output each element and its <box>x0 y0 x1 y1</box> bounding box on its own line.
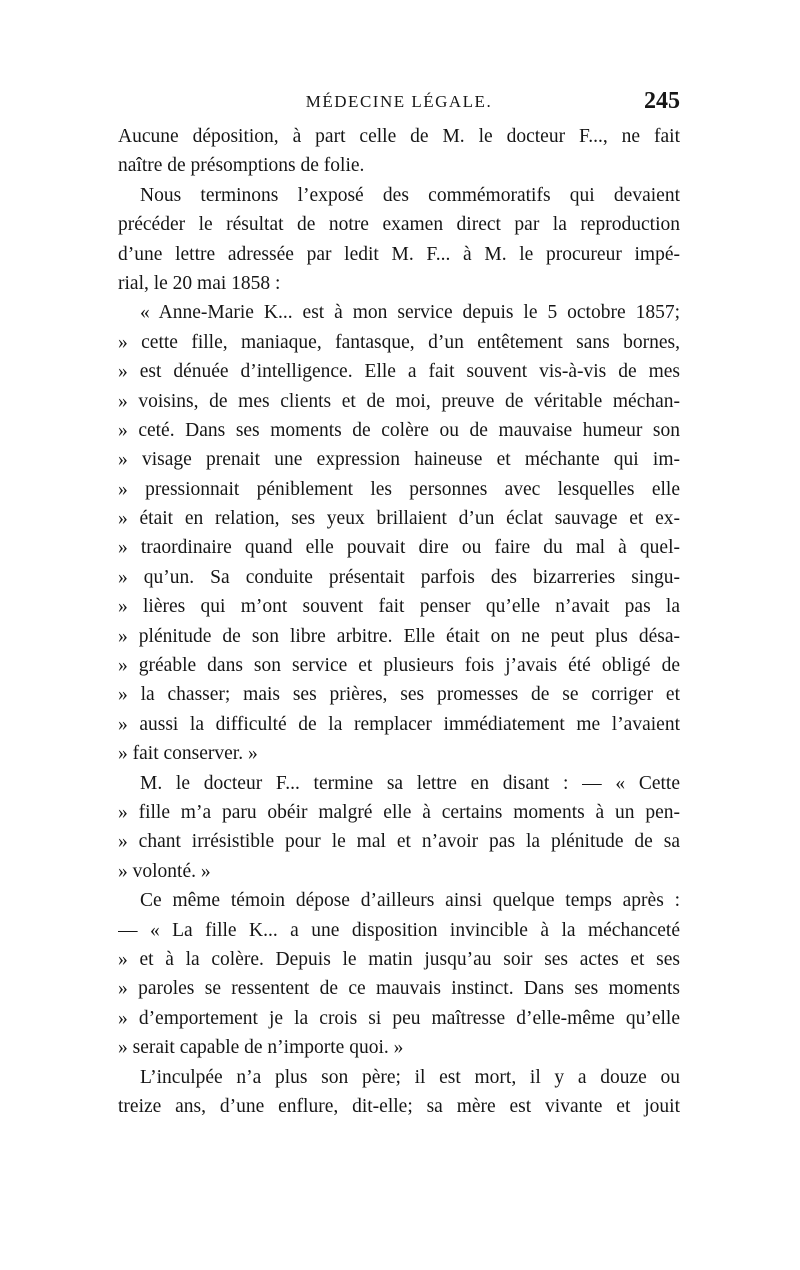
text-line: naître de présomptions de folie. <box>118 155 365 177</box>
text-line: » qu’un. Sa conduite présentait parfois des bizarreries singu- <box>118 566 680 588</box>
text-line: rial, le 20 mai 1858 : <box>118 272 281 294</box>
text-line: » lières qui m’ont souvent fait penser qu’elle n’avait pas la <box>118 596 680 618</box>
text-line: treize ans, d’une enflure, dit-elle; sa mère est vivante et jouit <box>118 1095 680 1117</box>
text-line: — « La fille K... a une disposition invincible à la méchanceté <box>118 919 680 941</box>
text-line: » pressionnait péniblement les personnes avec lesquelles elle <box>118 478 680 500</box>
text-line: » était en relation, ses yeux brillaient d’un éclat sauvage et ex- <box>118 508 680 530</box>
text-line: » plénitude de son libre arbitre. Elle était on ne peut plus désa- <box>118 625 680 647</box>
text-line: L’inculpée n’a plus son père; il est mort, il y a douze ou <box>140 1066 680 1088</box>
text-line: Nous terminons l’exposé des commémoratifs qui devaient <box>140 184 680 206</box>
text-line: » paroles se ressentent de ce mauvais instinct. Dans ses moments <box>118 978 680 1000</box>
text-line: « Anne-Marie K... est à mon service depuis le 5 octobre 1857; <box>140 302 680 324</box>
text-line: » volonté. » <box>118 860 211 882</box>
text-line: » ceté. Dans ses moments de colère ou de mauvaise humeur son <box>118 419 680 441</box>
text-line: » la chasser; mais ses prières, ses promesses de se corriger et <box>118 684 680 706</box>
text-line: » fille m’a paru obéir malgré elle à certains moments à un pen- <box>118 801 680 823</box>
text-line: Ce même témoin dépose d’ailleurs ainsi quelque temps après : <box>140 890 680 912</box>
text-line: » chant irrésistible pour le mal et n’avoir pas la plénitude de sa <box>118 831 680 853</box>
running-header <box>118 88 680 118</box>
text-line: » et à la colère. Depuis le matin jusqu’au soir ses actes et ses <box>118 948 680 970</box>
text-line: précéder le résultat de notre examen direct par la reproduction <box>118 214 680 236</box>
text-line: » aussi la difficulté de la remplacer immédiatement me l’avaient <box>118 713 680 735</box>
page-number: 245 <box>644 88 680 114</box>
text-line: M. le docteur F... termine sa lettre en disant : — « Cette <box>140 772 680 794</box>
text-line: » traordinaire quand elle pouvait dire ou faire du mal à quel- <box>118 537 680 559</box>
text-line: » visage prenait une expression haineuse et méchante qui im- <box>118 449 680 471</box>
body-text <box>118 122 680 1121</box>
text-line: » voisins, de mes clients et de moi, preuve de véritable méchan- <box>118 390 680 412</box>
running-title: MÉDECINE LÉGALE. <box>305 92 493 111</box>
text-line: » gréable dans son service et plusieurs fois j’avais été obligé de <box>118 655 680 677</box>
text-line: » fait conserver. » <box>118 743 258 765</box>
text-line: Aucune déposition, à part celle de M. le docteur F..., ne fait <box>118 126 680 147</box>
text-line: d’une lettre adressée par ledit M. F... à M. le procureur impé- <box>118 243 680 265</box>
text-line: » d’emportement je la crois si peu maîtresse d’elle-même qu’elle <box>118 1007 680 1029</box>
text-line: » est dénuée d’intelligence. Elle a fait souvent vis-à-vis de mes <box>118 361 680 383</box>
text-line: » serait capable de n’importe quoi. » <box>118 1037 404 1059</box>
text-line: » cette fille, maniaque, fantasque, d’un entêtement sans bornes, <box>118 331 680 353</box>
